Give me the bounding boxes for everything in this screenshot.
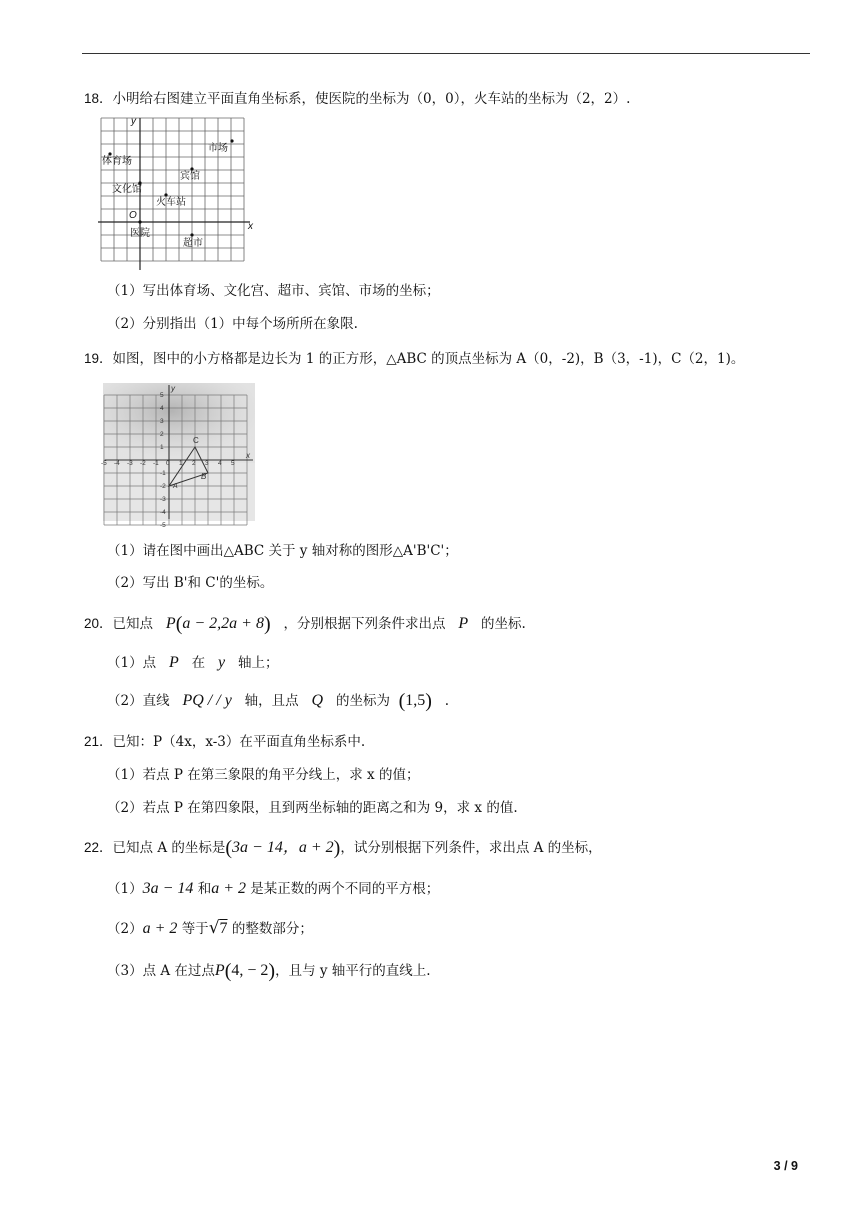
q20-point-b: P [458,615,469,632]
q18-label-hospital: 医院 [130,228,150,239]
q19-x-axis-label: x [246,451,250,460]
q22-sub1-c: 是某正数的两个不同的平方根； [250,881,440,897]
q22-sub3-coords: 4, − 2 [231,962,269,979]
q18-x-axis-label: x [248,221,253,232]
x-tick-label: 2 [192,460,196,467]
q18-grid-figure [98,116,258,272]
q22-lead: 已知点 A 的坐标是 [112,840,226,856]
x-tick-label: 3 [205,460,209,467]
q18-point-supermarket [190,233,193,236]
y-tick-label: -4 [160,509,166,516]
q21-stem [84,732,365,752]
sqrt-icon: √ [208,918,220,938]
q18-number: 18． [84,91,113,106]
q22-sub3-a: （3）点 A 在过点 [107,963,215,979]
q19-grid-figure [101,383,255,529]
y-tick-label: -5 [160,522,166,529]
q20-sub2-c: 的坐标为 [335,693,390,709]
q20-point: P [165,615,176,632]
x-tick-label: -3 [127,460,133,467]
y-tick-label: 4 [160,405,164,412]
q22-sub3: （3）点 A 在过点P(4, − 2)，且与 y 轴平行的直线上. [107,960,431,982]
q22-sub2-c: 的整数部分； [231,921,313,937]
y-tick-label: -1 [160,470,166,477]
q22-sub1-e1: 3a − 14 [142,880,194,897]
y-tick-label: -2 [160,483,166,490]
q18-label-market: 市场 [208,143,228,154]
header-rule [82,53,810,54]
q20-sub1-c: 轴上； [237,655,279,671]
q20-tail-b: 的坐标. [481,616,526,632]
y-tick-label: 2 [160,431,164,438]
q22-sub1-a: （1） [107,881,143,897]
q22-number: 22． [84,840,113,855]
q20-sub2-b: 轴，且点 [244,693,299,709]
q20-number: 20． [84,616,113,631]
q18-point-market [230,139,233,142]
q20-sub1-a: （1）点 [107,655,157,671]
q20-sub1-y: y [218,654,226,671]
q18-label-stadium: 体育场 [102,156,132,167]
q21-number: 21． [84,734,113,749]
y-tick-label: -3 [160,496,166,503]
q22-sub2-e: a + 2 [142,920,178,937]
y-tick-label: 1 [160,444,164,451]
x-tick-label: 0 [166,460,170,467]
q19-label-b: B [201,472,207,481]
q20-stem: 20．已知点 P(a − 2,2a + 8) ，分别根据下列条件求出点 P 的坐标. [84,613,526,635]
q18-label-culture: 文化馆 [112,184,142,195]
x-tick-label: -5 [101,460,107,467]
q20-sub2-pq: PQ / / y [182,692,232,709]
q20-sub2-d: . [444,693,450,709]
q22-sub1 [107,877,439,901]
q20-sub1-b: 在 [191,655,206,671]
q20-sub2-q: Q [311,692,324,709]
q19-sub1: （1）请在图中画出△ABC 关于 y 轴对称的图形△A'B'C'； [107,543,458,559]
q18-label-hotel: 宾馆 [180,171,200,182]
q18-y-axis-label: y [131,116,136,127]
q21-sub2: （2）若点 P 在第四象限，且到两坐标轴的距离之和为 9，求 x 的值. [107,800,518,816]
q19-label-c: C [193,436,199,445]
q22-tail: ，试分别根据下列条件，求出点 A 的坐标， [340,840,602,856]
q22-stem: 22．已知点 A 的坐标是(3a − 14，a + 2)，试分别根据下列条件，求出点 A 的坐标， [84,837,602,859]
x-tick-label: -2 [140,460,146,467]
y-tick-label: 3 [160,418,164,425]
q22-sub1-e2: a + 2 [211,880,246,897]
q20-tail-a: ，分别根据下列条件求出点 [283,616,446,632]
q18-sub1: （1）写出体育场、文化宫、超市、宾馆、市场的坐标； [107,283,440,299]
q22-sub1-b: 和 [197,881,212,897]
q20-lead: 已知点 [112,616,154,632]
q18-sub2: （2）分别指出（1）中每个场所所在象限. [107,316,358,332]
q19-number: 19． [84,351,113,366]
x-tick-label: 5 [231,460,235,467]
q19-sub2: （2）写出 B'和 C'的坐标。 [107,575,274,591]
q18-origin-label: O [129,210,137,221]
q18-stem [84,89,630,109]
q22-sub3-b: ，且与 y 轴平行的直线上. [275,963,431,979]
x-tick-label: -4 [114,460,120,467]
q19-y-axis-label: y [171,384,175,393]
x-tick-label: 4 [218,460,222,467]
x-tick-label: -1 [153,460,159,467]
q20-sub2-a: （2）直线 [107,693,170,709]
x-tick-label: 1 [179,460,183,467]
q18-label-supermarket: 超市 [183,238,203,249]
q18-label-station: 火车站 [156,197,186,208]
y-tick-label: 5 [160,392,164,399]
q20-sub1 [107,651,278,675]
q21-sub1: （1）若点 P 在第三象限的角平分线上，求 x 的值； [107,767,420,783]
q19-text: 如图，图中的小方格都是边长为 1 的正方形，△ABC 的顶点坐标为 A（0，-2)，B（3，-1)，C（2，1)。 [112,351,745,367]
q22-sub2-root: 7 [219,920,228,937]
q19-stem [84,349,744,369]
q22-sub2-b: 等于 [181,921,209,937]
page-number: 3 / 9 [773,1159,798,1173]
q22-sub2 [107,916,313,941]
q19-label-a: A [173,483,178,490]
q22-sub2-a: （2） [107,921,143,937]
q20-sub2: （2）直线 PQ / / y 轴，且点 Q 的坐标为 (1,5) . [107,690,450,712]
q22-coords: 3a − 14，a + 2 [232,839,334,856]
q20-sub1-p: P [168,654,179,671]
q20-sub2-coords: 1,5 [405,692,426,709]
q21-text: 已知：P（4x，x-3）在平面直角坐标系中. [112,734,366,750]
q18-text: 小明给右图建立平面直角坐标系，使医院的坐标为（0，0），火车站的坐标为（2，2）. [112,91,631,107]
q20-coords: a − 2,2a + 8 [182,615,264,632]
q22-sub3-p: P [214,962,225,979]
q18-point-hospital [138,220,141,223]
